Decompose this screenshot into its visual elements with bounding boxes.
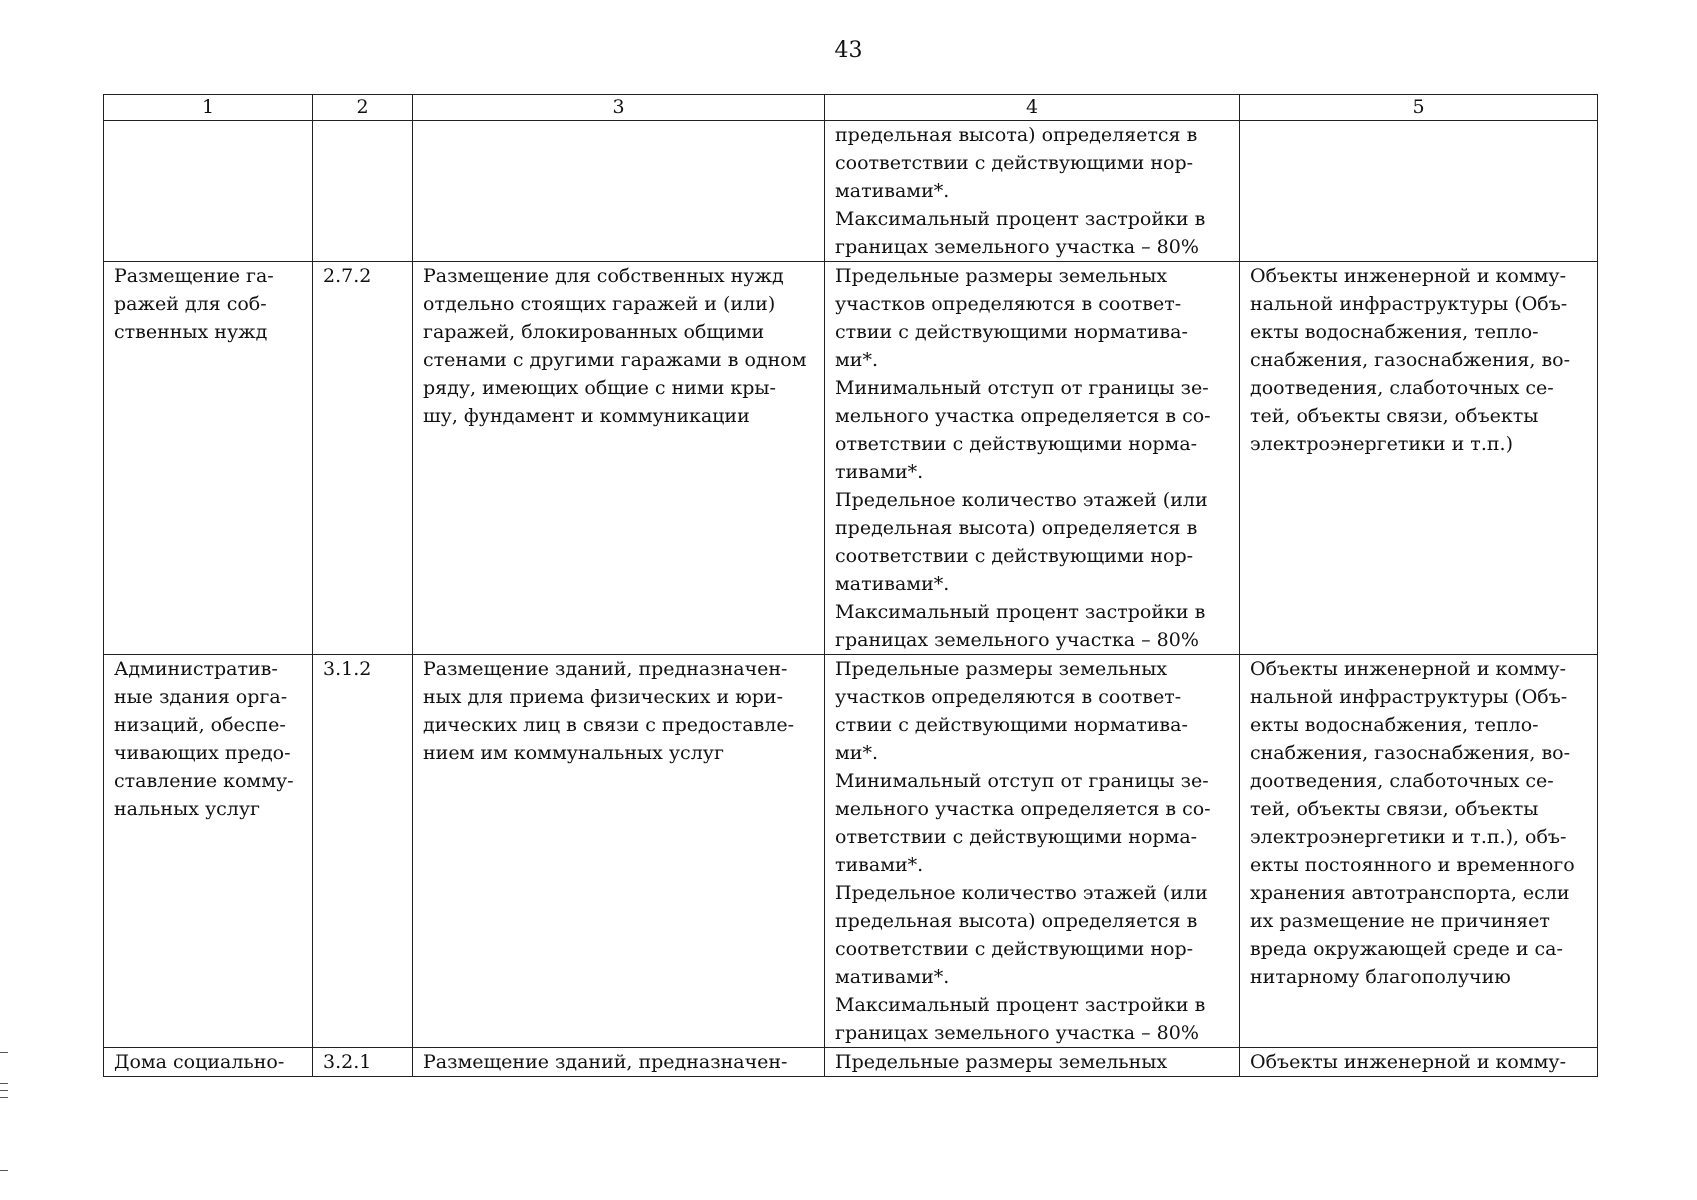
cell-text-line: Размещение зданий, предназначен- [423, 1051, 788, 1073]
cell-text-line: мативами*. [835, 573, 950, 595]
header-row [104, 95, 1598, 121]
cell-text-line: Объекты инженерной и комму- [1250, 265, 1566, 287]
cell-text-line: мельного участка определяется в со- [835, 405, 1211, 427]
cell-text-line: Максимальный процент застройки в [835, 208, 1206, 230]
cell-text-line: чивающих предо- [114, 742, 291, 764]
cell-text-line: снабжения, газоснабжения, во- [1250, 742, 1571, 764]
cell-text-line: участков определяются в соответ- [835, 686, 1182, 708]
cell-text-line: вреда окружающей среде и са- [1250, 938, 1563, 960]
cell-text-line: снабжения, газоснабжения, во- [1250, 349, 1571, 371]
cell-text-line: 2.7.2 [323, 265, 372, 287]
cell-text-line: ствии с действующими норматива- [835, 321, 1188, 343]
cell-text-line: участков определяются в соответ- [835, 293, 1182, 315]
cell-text-line: Размещение для собственных нужд [423, 265, 784, 287]
cell-text-line: соответствии с действующими нор- [835, 545, 1194, 567]
cell-text-line: ответствии с действующими норма- [835, 826, 1198, 848]
cell-text-line: ответствии с действующими норма- [835, 433, 1198, 455]
cell-text-line: тей, объекты связи, объекты [1250, 405, 1539, 427]
page-number: 43 [834, 38, 863, 63]
table-cell-3 [413, 262, 825, 655]
cell-text-line: ставление комму- [114, 770, 294, 792]
cell-text-line: гаражей, блокированных общими [423, 321, 765, 343]
table-cell-3 [413, 121, 825, 262]
cell-text-line: нием им коммунальных услуг [423, 742, 724, 764]
cell-text-line: тей, объекты связи, объекты [1250, 798, 1539, 820]
header-cell-5: 5 [1240, 95, 1598, 121]
cell-text-line: ствии с действующими норматива- [835, 714, 1188, 736]
cell-text-line: Предельные размеры земельных [835, 658, 1168, 680]
table-cell-1 [104, 121, 313, 262]
cell-text-line: Предельные размеры земельных [835, 265, 1168, 287]
cell-text-line: 3.1.2 [323, 658, 372, 680]
table-cell-5 [1240, 655, 1598, 1048]
table-cell-2 [313, 262, 413, 655]
cell-text-line: мельного участка определяется в со- [835, 798, 1211, 820]
margin-mark [0, 1170, 8, 1171]
cell-text-line: мативами*. [835, 180, 950, 202]
table-cell-4 [825, 1048, 1240, 1077]
table-row [104, 121, 1598, 262]
cell-text-line: тивами*. [835, 854, 924, 876]
table-row [104, 1048, 1598, 1077]
cell-text-line: предельная высота) определяется в [835, 124, 1198, 146]
header-cell-2: 2 [313, 95, 413, 121]
cell-text-line: Минимальный отступ от границы зе- [835, 377, 1209, 399]
table-cell-5 [1240, 1048, 1598, 1077]
cell-text-line: Предельное количество этажей (или [835, 489, 1208, 511]
cell-text-line: стенами с другими гаражами в одном [423, 349, 807, 371]
header-cell-4: 4 [825, 95, 1240, 121]
table-cell-1 [104, 262, 313, 655]
cell-text-line: отдельно стоящих гаражей и (или) [423, 293, 776, 315]
cell-text-line: 3.2.1 [323, 1051, 372, 1073]
cell-text-line: соответствии с действующими нор- [835, 938, 1194, 960]
cell-text-line: их размещение не причиняет [1250, 910, 1550, 932]
cell-text-line: дических лиц в связи с предоставле- [423, 714, 795, 736]
table-cell-2 [313, 655, 413, 1048]
cell-text-line: ражей для соб- [114, 293, 267, 315]
cell-text-line: предельная высота) определяется в [835, 910, 1198, 932]
table-cell-2 [313, 1048, 413, 1077]
cell-text-line: Размещение зданий, предназначен- [423, 658, 788, 680]
table-cell-4 [825, 262, 1240, 655]
cell-text-line: Максимальный процент застройки в [835, 994, 1206, 1016]
cell-text-line: доотведения, слаботочных се- [1250, 770, 1554, 792]
cell-text-line: Минимальный отступ от границы зе- [835, 770, 1209, 792]
cell-text-line: границах земельного участка – 80% [835, 1022, 1199, 1044]
cell-text-line: Предельное количество этажей (или [835, 882, 1208, 904]
cell-text-line: границах земельного участка – 80% [835, 236, 1199, 258]
cell-text-line: ряду, имеющих общие с ними кры- [423, 377, 776, 399]
table-cell-4 [825, 655, 1240, 1048]
cell-text-line: ми*. [835, 349, 878, 371]
cell-text-line: шу, фундамент и коммуникации [423, 405, 750, 427]
table-cell-3 [413, 655, 825, 1048]
cell-text-line: нальной инфраструктуры (Объ- [1250, 293, 1568, 315]
cell-text-line: екты водоснабжения, тепло- [1250, 714, 1539, 736]
margin-mark [0, 1090, 8, 1091]
cell-text-line: Максимальный процент застройки в [835, 601, 1206, 623]
cell-text-line: Объекты инженерной и комму- [1250, 658, 1566, 680]
cell-text-line: электроэнергетики и т.п.) [1250, 433, 1513, 455]
margin-mark [0, 1052, 8, 1053]
cell-text-line: нитарному благополучию [1250, 966, 1511, 988]
cell-text-line: соответствии с действующими нор- [835, 152, 1194, 174]
table-cell-5 [1240, 121, 1598, 262]
table-cell-4 [825, 121, 1240, 262]
cell-text-line: ных для приема физических и юри- [423, 686, 784, 708]
cell-text-line: доотведения, слаботочных се- [1250, 377, 1554, 399]
cell-text-line: Объекты инженерной и комму- [1250, 1051, 1566, 1073]
cell-text-line: Предельные размеры земельных [835, 1051, 1168, 1073]
cell-text-line: ственных нужд [114, 321, 268, 343]
cell-text-line: мативами*. [835, 966, 950, 988]
cell-text-line: низаций, обеспе- [114, 714, 286, 736]
table-row [104, 262, 1598, 655]
table-cell-5 [1240, 262, 1598, 655]
table-cell-1 [104, 1048, 313, 1077]
cell-text-line: екты водоснабжения, тепло- [1250, 321, 1539, 343]
cell-text-line: тивами*. [835, 461, 924, 483]
table-cell-1 [104, 655, 313, 1048]
cell-text-line: екты постоянного и временного [1250, 854, 1575, 876]
cell-text-line: хранения автотранспорта, если [1250, 882, 1570, 904]
cell-text-line: нальных услуг [114, 798, 260, 820]
cell-text-line: Административ- [114, 658, 278, 680]
header-cell-3: 3 [413, 95, 825, 121]
margin-mark [0, 1097, 8, 1098]
header-cell-1: 1 [104, 95, 313, 121]
cell-text-line: ные здания орга- [114, 686, 288, 708]
table-cell-2 [313, 121, 413, 262]
table-cell-3 [413, 1048, 825, 1077]
margin-mark [0, 1083, 8, 1084]
table-row [104, 655, 1598, 1048]
cell-text-line: Размещение га- [114, 265, 274, 287]
regulations-table [103, 94, 1598, 1077]
cell-text-line: границах земельного участка – 80% [835, 629, 1199, 651]
cell-text-line: электроэнергетики и т.п.), объ- [1250, 826, 1567, 848]
cell-text-line: ми*. [835, 742, 878, 764]
cell-text-line: Дома социально- [114, 1051, 285, 1073]
cell-text-line: предельная высота) определяется в [835, 517, 1198, 539]
cell-text-line: нальной инфраструктуры (Объ- [1250, 686, 1568, 708]
